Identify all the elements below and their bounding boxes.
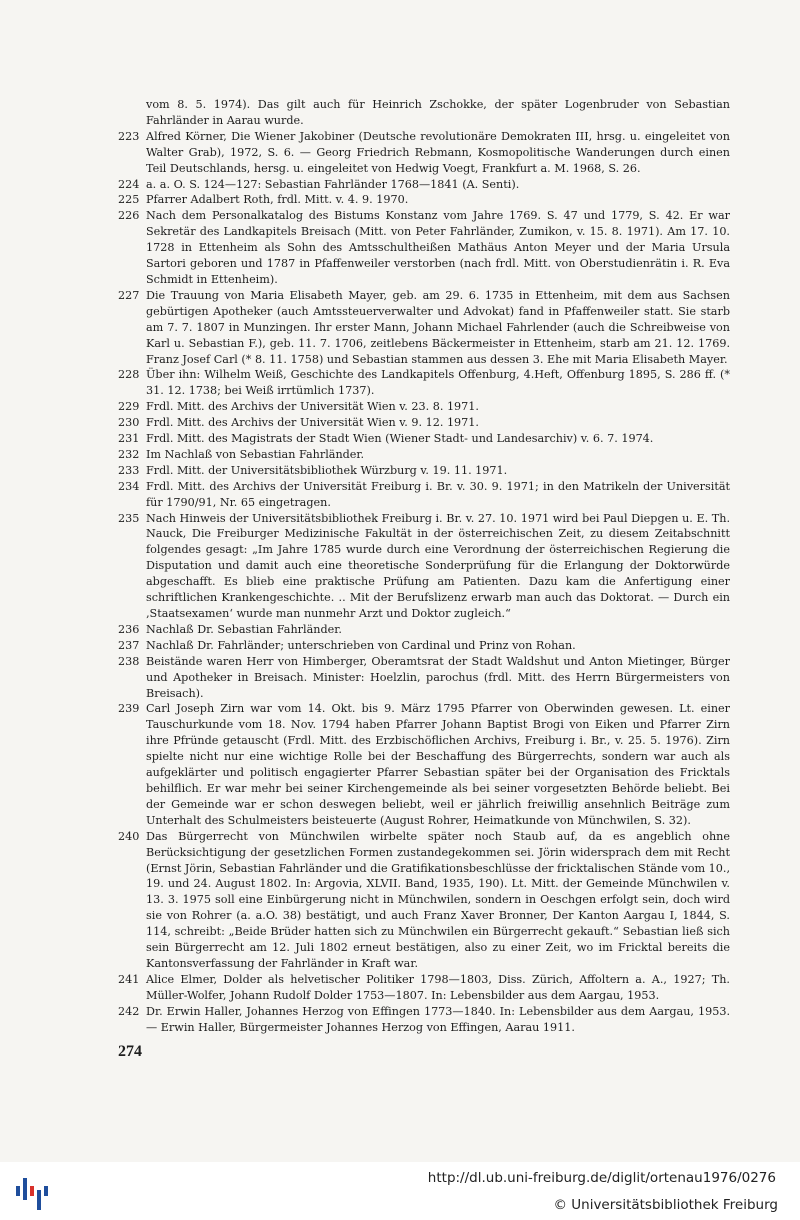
footnote-text: Alice Elmer, Dolder als helvetischer Politiker 1798—1803, Diss. Zürich, Affoltern a. A., 1927; Th. Müller-Wolfer, Johann Rudolf Dolder 1753—1807. In: Lebensbilder aus dem Aargau, 1953. [146, 972, 730, 1002]
footnote-text: Das Bürgerrecht von Münchwilen wirbelte später noch Staub auf, da es angeblich ohne Berücksichtigung der gesetzlichen Formen zustandegekommen sei. Jörin widersprach dem mit Recht (Ernst Jörin, Sebastian Fahrländer und die Gratifikationsbeschlüsse der fricktalischen Stände vom 10., 19. und 24. August 1802. In: Argovia, XLVII. Band, 1935, 190). Lt. Mitt. der Gemeinde Münchwilen v. 13. 3. 1975 soll eine Einbürgerung nicht in Münchwilen, sondern in Oeschgen erfolgt sein, doch wird sie von Rohrer (a. a.O. 38) bestätigt, und auch Franz Xaver Bronner, Der Kanton Aargau I, 1844, S. 114, schreibt: „Beide Brüder hatten sich zu Münchwilen ein Bürgerrecht gekauft.“ Sebastian ließ sich sein Bürgerrecht am 12. Juli 1802 erneut bestätigen, also zu einer Zeit, wo im Fricktal bereits die Kantonsverfassung der Fahrländer in Kraft war. [146, 829, 730, 970]
footnote [118, 447, 730, 463]
footnote-text: Nachlaß Dr. Sebastian Fahrländer. [146, 622, 342, 636]
footnote-number: 236 [118, 622, 140, 636]
footnote-number: 234 [118, 479, 140, 493]
footnote-number: 229 [118, 400, 140, 414]
footnote [118, 192, 730, 208]
footnote [118, 177, 730, 193]
footnote [118, 479, 730, 511]
footnote-number: 232 [118, 447, 140, 461]
footnote [118, 399, 730, 415]
footnote-number: 237 [118, 638, 140, 652]
footnote-text: Nach Hinweis der Universitätsbibliothek Freiburg i. Br. v. 27. 10. 1971 wird bei Paul Diepgen u. E. Th. Nauck, Die Freiburger Medizinische Fakultät in der österreichischen Zeit, zu diesem Zeitabschnitt folgendes gesagt: „Im Jahre 1785 wurde durch eine Verordnung der österreichischen Regierung die Disputation und damit auch eine theoretische Sonderprüfung für die Erlangung der Doktorwürde abgeschafft. Es blieb eine praktische Prüfung am Patienten. Dazu kam die Anfertigung einer schriftlichen Krankengeschichte. .. Mit der Berufslizenz erwarb man auch das Doktorat. — Durch ein ‚Staatsexamen‘ wurde man nunmehr Arzt und Doktor zugleich.“ [146, 511, 730, 620]
footnote-text: Frdl. Mitt. des Magistrats der Stadt Wien (Wiener Stadt- und Landesarchiv) v. 6. 7. 1974. [146, 432, 654, 446]
footnote-text: Im Nachlaß von Sebastian Fahrländer. [146, 447, 365, 461]
footnote-text: Frdl. Mitt. des Archivs der Universität Wien v. 23. 8. 1971. [146, 400, 479, 414]
footnote [118, 129, 730, 177]
footnote-text: Frdl. Mitt. des Archivs der Universität Freiburg i. Br. v. 30. 9. 1971; in den Matrikeln der Universität für 1790/91, Nr. 65 eingetragen. [146, 479, 730, 509]
footnote-text: Beistände waren Herr von Himberger, Oberamtsrat der Stadt Waldshut und Anton Mietinger, Bürger und Apotheker in Breisach. Minister: Hoelzlin, parochus (frdl. Mitt. des Herrn Bürgermeisters von Breisach). [146, 654, 730, 700]
footnote-text: Über ihn: Wilhelm Weiß, Geschichte des Landkapitels Offenburg, 4.Heft, Offenburg 1895, S. 286 ff. (* 31. 12. 1738; bei Weiß irrtümlich 1737). [146, 368, 730, 398]
footnote-continuation: vom 8. 5. 1974). Das gilt auch für Heinrich Zschokke, der später Logenbruder von Sebastian Fahrländer in Aarau wurde. [146, 98, 730, 127]
footnote-text: Frdl. Mitt. der Universitätsbibliothek Würzburg v. 19. 11. 1971. [146, 463, 508, 477]
footnote-number: 230 [118, 416, 140, 430]
footnote-text: Carl Joseph Zirn war vom 14. Okt. bis 9. März 1795 Pfarrer von Oberwinden gewesen. Lt. einer Tauschurkunde vom 18. Nov. 1794 haben Pfarrer Johann Baptist Brogi von Eiken und Pfarrer Zirn ihre Pfründe getauscht (Frdl. Mitt. des Erzbischöflichen Archivs, Freiburg i. Br., v. 25. 5. 1976). Zirn spielte nicht nur eine wichtige Rolle bei der Beschaffung des Bürgerrechts, sondern war auch als aufgeklärter und politisch engagierter Pfarrer Sebastian später bei der Organisation des Fricktals behilflich. Er war mehr bei seiner Kirchengemeinde als bei seiner vorgesetzten Behörde beliebt. Bei der Gemeinde war er schon deswegen beliebt, weil er jährlich freiwillig ansehnlich Beiträge zum Unterhalt des Schulmeisters beisteuerte (August Rohrer, Heimatkunde von Münchwilen, S. 32). [146, 702, 730, 827]
footnote-number: 233 [118, 463, 140, 477]
footnote-number: 228 [118, 368, 140, 382]
footnote-number: 223 [118, 129, 140, 143]
footnote [118, 208, 730, 288]
footnote [118, 431, 730, 447]
footnote-text: Die Trauung von Maria Elisabeth Mayer, geb. am 29. 6. 1735 in Ettenheim, mit dem aus Sachsen gebürtigen Apotheker (auch Amtssteuerverwalter und Advokat) fand in Pfaffenweiler statt. Sie starb am 7. 7. 1807 in Munzingen. Ihr erster Mann, Johann Michael Fahrlender (auch die Schreibweise von Karl u. Sebastian F.), geb. 11. 7. 1706, zeitlebens Bäckermeister in Ettenheim, starb am 21. 12. 1769. Franz Josef Carl (* 8. 11. 1758) und Sebastian stammen aus dessen 3. Ehe mit Maria Elisabeth Mayer. [146, 288, 730, 366]
footnote [118, 701, 730, 828]
footnote-number: 238 [118, 654, 140, 668]
footnote-number: 226 [118, 209, 140, 223]
footnote [118, 463, 730, 479]
footnote-list [118, 129, 730, 1036]
copyright-notice: © Universitätsbibliothek Freiburg [553, 1197, 778, 1213]
footnote [118, 622, 730, 638]
footnote-number: 231 [118, 432, 140, 446]
footnote-text: Dr. Erwin Haller, Johannes Herzog von Effingen 1773—1840. In: Lebensbilder aus dem Aargau, 1953. — Erwin Haller, Bürgermeister Johannes Herzog von Effingen, Aarau 1911. [146, 1004, 730, 1034]
ub-freiburg-logo-icon [12, 1172, 52, 1212]
viewer-footer [0, 1162, 800, 1220]
footnote-number: 241 [118, 972, 140, 986]
footnote-number: 242 [118, 1004, 140, 1018]
footnote-number: 224 [118, 177, 140, 191]
footnote-number: 240 [118, 829, 140, 843]
footnote-number: 235 [118, 511, 140, 525]
footnote [118, 288, 730, 368]
footnote-text: Pfarrer Adalbert Roth, frdl. Mitt. v. 4. 9. 1970. [146, 193, 409, 207]
footnotes [118, 97, 730, 1035]
footnote [118, 511, 730, 622]
footnote-number: 239 [118, 702, 140, 716]
footnote [118, 367, 730, 399]
footnote [118, 638, 730, 654]
footnote-text: Nach dem Personalkatalog des Bistums Konstanz vom Jahre 1769. S. 47 und 1779, S. 42. Er war Sekretär des Landkapitels Breisach (Mitt. von Peter Fahrländer, Zumikon, v. 15. 8. 1971). Am 17. 10. 1728 in Ettenheim als Sohn des Amtsschultheißen Mathäus Anton Meyer und der Maria Ursula Sartori geboren und 1787 in Pfaffenweiler verstorben (nach frdl. Mitt. von Oberstudienrätin i. R. Eva Schmidt in Ettenheim). [146, 209, 730, 286]
footnote-text: a. a. O. S. 124—127: Sebastian Fahrländer 1768—1841 (A. Senti). [146, 177, 520, 191]
footnote [118, 972, 730, 1004]
footnote [118, 1004, 730, 1036]
document-url-link[interactable]: http://dl.ub.uni-freiburg.de/diglit/ortenau1976/0276 [427, 1170, 776, 1186]
footnote-text: Alfred Körner, Die Wiener Jakobiner (Deutsche revolutionäre Demokraten III, hrsg. u. eingeleitet von Walter Grab), 1972, S. 6. — Georg Friedrich Rebmann, Kosmopolitische Wanderungen durch einen Teil Deutschlands, hersg. u. eingeleitet von Hedwig Voegt, Frankfurt a. M. 1968, S. 26. [146, 129, 730, 175]
footnote [118, 415, 730, 431]
footnote [118, 654, 730, 702]
footnote-number: 227 [118, 288, 140, 302]
footnote-number: 225 [118, 193, 140, 207]
footnote [118, 829, 730, 972]
footnote-text: Nachlaß Dr. Fahrländer; unterschrieben von Cardinal und Prinz von Rohan. [146, 638, 576, 652]
page-number: 274 [118, 1043, 142, 1060]
footnote-text: Frdl. Mitt. des Archivs der Universität Wien v. 9. 12. 1971. [146, 416, 479, 430]
